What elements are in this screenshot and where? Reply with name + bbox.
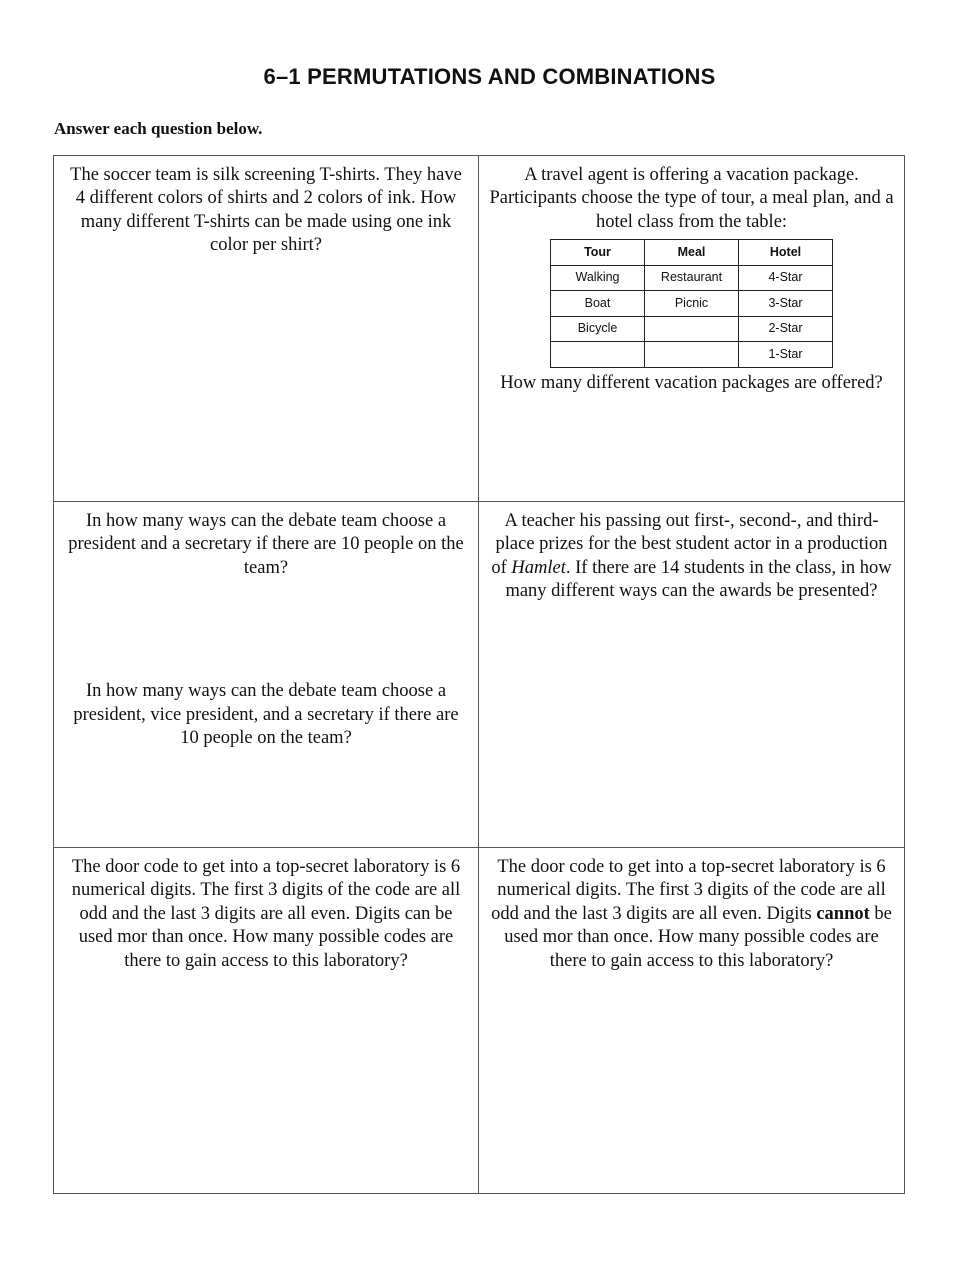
question-text: The door code to get into a top-secret laboratory is 6 numerical digits. The first 3 digits of the code are all odd and the last 3 digits are all even. Digits can be used mor than once. How many possible codes are there to gain access to this laboratory?: [71, 857, 461, 971]
question-intro: A travel agent is offering a vacation package. Participants choose the type of tour, a meal plan, and a hotel class from the table:: [489, 165, 894, 232]
vacation-table: [550, 239, 833, 368]
page-title: 6–1 PERMUTATIONS AND COMBINATIONS: [263, 64, 716, 89]
table-cell: 3-Star: [739, 291, 833, 317]
question-text: How many different vacation packages are offered?: [500, 372, 883, 393]
instructions: Answer each question below.: [54, 119, 263, 138]
table-cell: 4-Star: [739, 265, 833, 291]
question-text: [489, 856, 894, 973]
table-header-row: [551, 240, 833, 266]
question-text-part-1: The door code to get into a top-secret laboratory is 6 numerical digits. The first 3 digits of the code are all odd and the last 3 digits are all even. Digits: [491, 857, 886, 924]
table-cell: 1-Star: [739, 342, 833, 368]
question-cell-6: [479, 848, 904, 1193]
table-row: [551, 265, 833, 291]
question-cell-3: [54, 502, 479, 848]
question-text: The soccer team is silk screening T-shirts. They have 4 different colors of shirts and 2 colors of ink. How many different T-shirts can be made using one ink color per shirt?: [70, 165, 462, 256]
table-cell: [551, 342, 645, 368]
table-row: [551, 342, 833, 368]
question-text-part-2: . If there are 14 students in the class, in how many different ways can the awards be presented?: [505, 557, 892, 602]
question-cell-2: [479, 156, 904, 502]
emphasis-word: cannot: [816, 903, 870, 924]
question-text-part-1: A teacher his passing out first-, second-, and third-place prizes for the best student actor in a production of: [491, 511, 888, 578]
question-text-part-2: be used mor than once. How many possible codes are there to gain access to this laboratory?: [504, 903, 892, 971]
table-header: Tour: [551, 240, 645, 266]
table-cell: Picnic: [645, 291, 739, 317]
table-header: Meal: [645, 240, 739, 266]
table-cell: Walking: [551, 265, 645, 291]
table-cell: 2-Star: [739, 316, 833, 342]
question-text: [489, 510, 894, 604]
table-row: [551, 291, 833, 317]
question-cell-5: [54, 848, 479, 1193]
table-cell: [645, 316, 739, 342]
question-grid: [53, 155, 905, 1194]
table-cell: [645, 342, 739, 368]
table-cell: Restaurant: [645, 265, 739, 291]
table-cell: Boat: [551, 291, 645, 317]
table-cell: Bicycle: [551, 316, 645, 342]
table-row: [551, 316, 833, 342]
question-cell-4: [479, 502, 904, 848]
question-text-b: In how many ways can the debate team choose a president, vice president, and a secretary if there are 10 people on the team?: [73, 681, 459, 749]
table-header: Hotel: [739, 240, 833, 266]
question-cell-1: [54, 156, 479, 502]
question-text-a: In how many ways can the debate team choose a president and a secretary if there are 10 people on the team?: [68, 511, 464, 578]
play-title: Hamlet: [511, 557, 566, 578]
